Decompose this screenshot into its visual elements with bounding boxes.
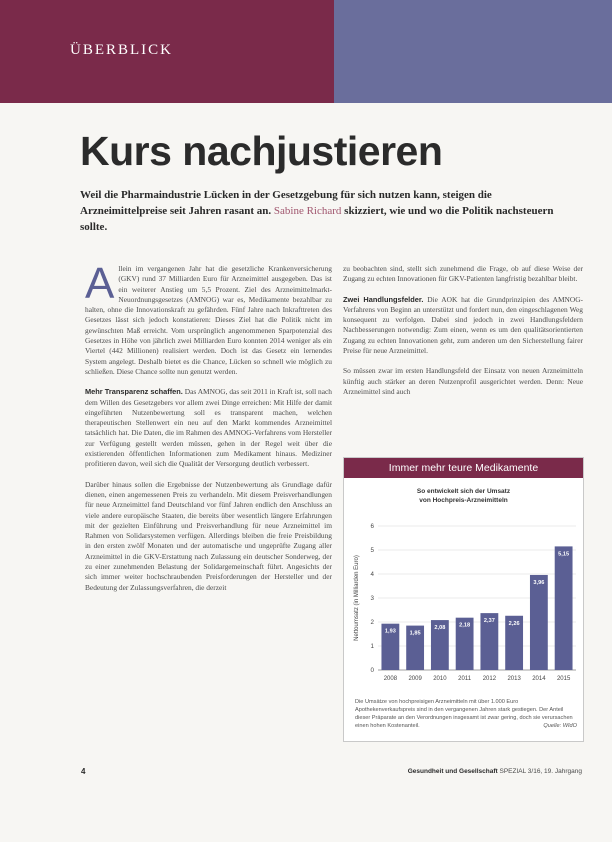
- x-tick-label: 2008: [383, 676, 398, 682]
- x-tick-label: 2011: [458, 676, 472, 682]
- y-tick-label: 1: [370, 643, 374, 651]
- lead-text-end: skizziert, wie und wo die Politik nachsteuern sollte.: [80, 205, 554, 233]
- x-tick-label: 2010: [433, 676, 447, 682]
- data-label: 1,93: [384, 628, 396, 635]
- article-column-1: [85, 259, 333, 603]
- issue-info: SPEZIAL 3/16, 19. Jahrgang: [499, 768, 582, 775]
- bar-2015: [555, 546, 573, 670]
- data-label: 2,37: [483, 618, 495, 625]
- chart-source: Quelle: WIdO: [543, 723, 577, 729]
- chart-note: Die Umsätze von hochpreisigen Arzneimitteln mit über 1.000 Euro Apothekenverkaufspreis sind in den vergangenen Jahren stark gestiegen. Der Anteil dieser Präparate an den Verordnungen insgesamt ist zwar gering, doch sie verursachen einen hohen Kostenanteil. Quelle: WIdO: [355, 699, 577, 729]
- paragraph: Allein im vergangenen Jahr hat die gesetzliche Krankenversicherung (GKV) rund 37 Milliarden Euro für Arzneimittel ausgegeben. Das ist ein weiterer Anstieg um 5,5 Prozent. Ziel des Arzneimittelmarkt-Neuordnungsgesetzes (AMNOG) war es, Medikamente bezahlbar zu halten, ohne die Innovationskraft zu gefährden. Fünf Jahre nach Inkrafttreten des Gesetzes lässt sich jedoch konstatieren: Dieses Ziel hat die Politik nicht im gewünschten Maß erreicht. Vom ursprünglich angenommenen Sparpotenzial des Gesetzes in Höhe von jährlich zwei Milliarden Euro konnten 2014 weniger als ein Viertel (442 Millionen) realisiert werden. Doch ist das Gesetz ein lernendes System angelegt. Deshalb bietet es die Chance, Lücken so schnell wie möglich zu schließen. Diese Chance sollte nun genutzt werden.: [85, 259, 332, 376]
- y-tick-label: 2: [370, 619, 374, 627]
- section-label: ÜBERBLICK: [70, 42, 174, 58]
- article-column-2: [343, 264, 583, 407]
- paragraph: zu beobachten sind, stellt sich zunehmend die Frage, ob auf diese Weise der Zugang zu echten Innovationen für GKV-Patienten langfristig bezahlbar bleibt.: [343, 264, 583, 284]
- publication-name: Gesundheit und Gesellschaft: [407, 768, 498, 775]
- y-tick-label: 6: [370, 523, 374, 531]
- x-tick-label: 2009: [408, 676, 422, 682]
- bar-2014: [530, 575, 548, 670]
- x-tick-label: 2014: [532, 676, 546, 682]
- paragraph-lead-in: Zwei Handlungsfelder.: [343, 294, 424, 304]
- lead-text: Weil die Pharmaindustrie Lücken in der Gesetzgebung für sich nutzen kann, steigen die Arzneimittelpreise seit Jahren rasant an.: [80, 189, 492, 217]
- header-banner-accent: [334, 0, 612, 103]
- x-tick-label: 2015: [556, 676, 571, 682]
- y-tick-label: 4: [370, 571, 374, 579]
- article-title: Kurs nachjustieren: [80, 128, 443, 174]
- paragraph: Mehr Transparenz schaffen. Das AMNOG, das seit 2011 in Kraft ist, soll nach dem Willen des Gesetzgebers vor allem zwei Dinge erreichen: Mit Hilfe der damit eingeführten Nutzenbewertung soll es transparent machen, welchen therapeutischen Stellenwert ein neu auf den Markt kommendes Arzneimittel tatsächlich hat. Die Daten, die im Rahmen des AMNOG-Verfahrens vom Hersteller zur Verfügung gestellt werden müssen, gehen in der Regel weit über die existierenden öffentlichen Informationen zum Medikament hinaus. Mediziner profitieren davon, weil sich die Qualität der Versorgung deutlich verbessert.: [85, 387, 333, 469]
- data-label: 3,96: [533, 579, 545, 586]
- data-label: 2,26: [508, 620, 520, 627]
- y-tick-label: 5: [370, 547, 374, 555]
- y-tick-label: 0: [370, 667, 374, 675]
- y-axis-label: Nettoumsatz (in Milliarden Euro): [354, 555, 360, 641]
- paragraph-lead-in: Mehr Transparenz schaffen.: [85, 387, 183, 397]
- publication-info: [408, 768, 582, 775]
- paragraph: So müssen zwar im ersten Handlungsfeld der Einsatz von neuen Arzneimitteln künftig auch stärker an deren Nutzenprofil ausgerichtet werden. Denn: Neue Arzneimittel sind auch: [343, 366, 583, 396]
- page-number: 4: [81, 767, 86, 776]
- chart-subtitle: So entwickelt sich der Umsatz von Hochpreis-Arzneimitteln: [416, 488, 511, 504]
- chart-box: [343, 457, 584, 742]
- data-label: 5,15: [558, 551, 570, 558]
- article-lead: [80, 187, 560, 235]
- x-tick-label: 2013: [507, 676, 521, 682]
- x-tick-label: 2012: [482, 676, 497, 682]
- chart-header: Immer mehr teure Medikamente: [344, 458, 583, 478]
- paragraph: Zwei Handlungsfelder. Die AOK hat die Grundprinzipien des AMNOG-Verfahrens von Beginn an unterstützt und fordert nun, den eingeschlagenen Weg konsequent zu verfolgen. Dabei sind jedoch in zwei Handlungsfeldern Nachbesserungen notwendig: Zum einen, wenn es um den qualitätsorientierten Zugang zu echten Innovationen geht, zum anderen um den Sicherstellung fairer Preise für neue Arzneimittel.: [343, 294, 584, 356]
- bar-chart: [344, 458, 585, 698]
- drop-cap: A: [85, 259, 115, 308]
- data-label: 1,85: [409, 630, 421, 637]
- author-name: Sabine Richard: [273, 205, 342, 217]
- data-label: 2,18: [459, 622, 471, 629]
- data-label: 2,08: [434, 625, 446, 632]
- paragraph: Darüber hinaus sollen die Ergebnisse der Nutzenbewertung als Grundlage dafür dienen, einen angemessenen Preis zu verhandeln. Mit diesem Preisverhandlungen für neue Arzneimittel fand Deutschland vor fünf Jahren endlich den Anschluss an viele andere europäische Staaten, die bereits über wesentlich längere Erfahrungen mit der gezielten Einführung und Preisverhandlung für neue Arzneimittel im Rahmen von Solidarsystemen verfügen. Allerdings bleiben die freie Preisbildung in den ersten zwölf Monaten und der automatische und ungeprüfte Zugang aller Arzneimittel in die GKV-Erstattung nach Zulassung ein deutscher Sonderweg, der zu einer zunehmenden Belastung der Solidargemeinschaft führt. Angesichts der sich immer weiter hochschraubenden Preisforderungen der Hersteller und der Bedeutung der Zulassungsverfahren, die derzeit: [85, 479, 332, 592]
- y-tick-label: 3: [370, 595, 374, 603]
